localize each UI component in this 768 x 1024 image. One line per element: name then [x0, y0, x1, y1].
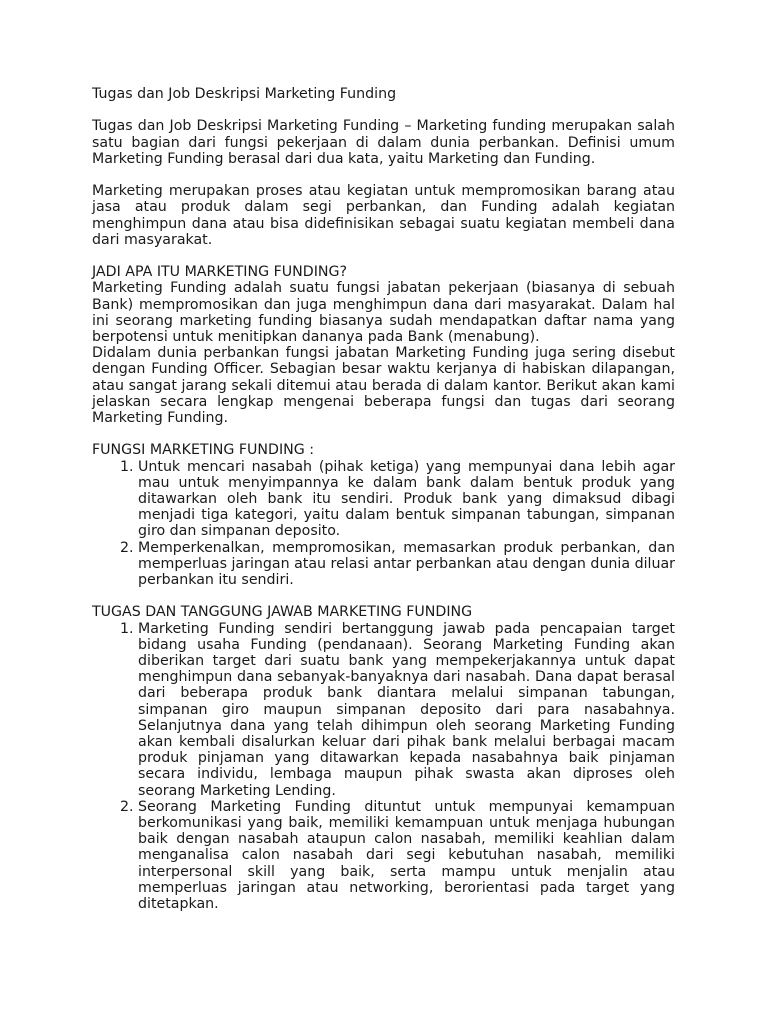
- list-item: 1. Marketing Funding sendiri bertanggung jawab pada pencapaian target bidang usaha Funding (pendanaan). Seorang Marketing Funding akan diberikan target dari suatu bank yang mempekerjakannya untuk dapat menghimpun dana sebanyak-banyaknya dari nasabah. Dana dapat berasal dari beberapa produk bank diantara melalui simpanan tabungan, simpanan giro maupun simpanan deposito dari para nasabahnya. Selanjutnya dana yang telah dihimpun oleh seorang Marketing Funding akan kembali disalurkan keluar dari pihak bank melalui berbagai macam produk pinjaman yang ditawarkan kepada nasabahnya baik pinjaman secara individu, lembaga maupun pihak swasta akan diproses oleh seorang Marketing Lending.: [138, 621, 675, 799]
- spacer: [92, 167, 675, 183]
- section-heading-what-is: JADI APA ITU MARKETING FUNDING?: [92, 264, 348, 281]
- list-item: 1. Untuk mencari nasabah (pihak ketiga) yang mempunyai dana lebih agar mau untuk menyimpannya ke dalam bank dalam bentuk produk yang ditawarkan oleh bank itu sendiri. Produk bank yang dimaksud dibagi menjadi tiga kategori, yaitu dalam bentuk simpanan tabungan, simpanan giro dan simpanan deposito.: [138, 459, 675, 540]
- fungsi-list: [92, 459, 675, 589]
- what-is-paragraph-2: Didalam dunia perbankan fungsi jabatan Marketing Funding juga sering disebut dengan Funding Officer. Sebagian besar waktu kerjanya di habiskan dilapangan, atau sangat jarang sekali ditemui atau berada di dalam kantor. Berikut akan kami jelaskan secara lengkap mengenai beberapa fungsi dan tugas dari seorang Marketing Funding.: [92, 345, 675, 427]
- spacer: [92, 102, 675, 118]
- list-item: 2. Memperkenalkan, mempromosikan, memasarkan produk perbankan, dan memperluas jaringan atau relasi antar perbankan atau dengan dunia diluar perbankan itu sendiri.: [138, 540, 675, 589]
- document-title: Tugas dan Job Deskripsi Marketing Funding: [92, 86, 397, 102]
- spacer: [92, 248, 675, 264]
- definition-paragraph: Marketing merupakan proses atau kegiatan untuk mempromosikan barang atau jasa atau produk dalam segi perbankan, dan Funding adalah kegiatan menghimpun dana atau bisa didefinisikan sebagai suatu kegiatan membeli dana dari masyarakat.: [92, 183, 675, 248]
- section-heading-tugas: TUGAS DAN TANGGUNG JAWAB MARKETING FUNDING: [92, 604, 473, 621]
- what-is-paragraph-1: Marketing Funding adalah suatu fungsi jabatan pekerjaan (biasanya di sebuah Bank) mempromosikan dan juga menghimpun dana dari masyarakat. Dalam hal ini seorang marketing funding biasanya sudah mendapatkan daftar nama yang berpotensi untuk menitipkan dananya pada Bank (menabung).: [92, 280, 675, 345]
- spacer: [92, 588, 675, 604]
- document-page: [92, 86, 675, 912]
- tugas-list: [92, 621, 675, 913]
- list-item: 2. Seorang Marketing Funding dituntut untuk mempunyai kemampuan berkomunikasi yang baik, memiliki kemampuan untuk menjaga hubungan baik dengan nasabah ataupun calon nasabah, memiliki keahlian dalam menganalisa calon nasabah dari segi kebutuhan nasabah, memiliki interpersonal skill yang baik, serta mampu untuk menjalin atau memperluas jaringan atau networking, berorientasi pada target yang ditetapkan.: [138, 799, 675, 912]
- intro-paragraph: Tugas dan Job Deskripsi Marketing Funding – Marketing funding merupakan salah satu bagian dari fungsi pekerjaan di dalam dunia perbankan. Definisi umum Marketing Funding berasal dari dua kata, yaitu Marketing dan Funding.: [92, 118, 675, 167]
- spacer: [92, 426, 675, 442]
- section-heading-fungsi: FUNGSI MARKETING FUNDING :: [92, 442, 315, 459]
